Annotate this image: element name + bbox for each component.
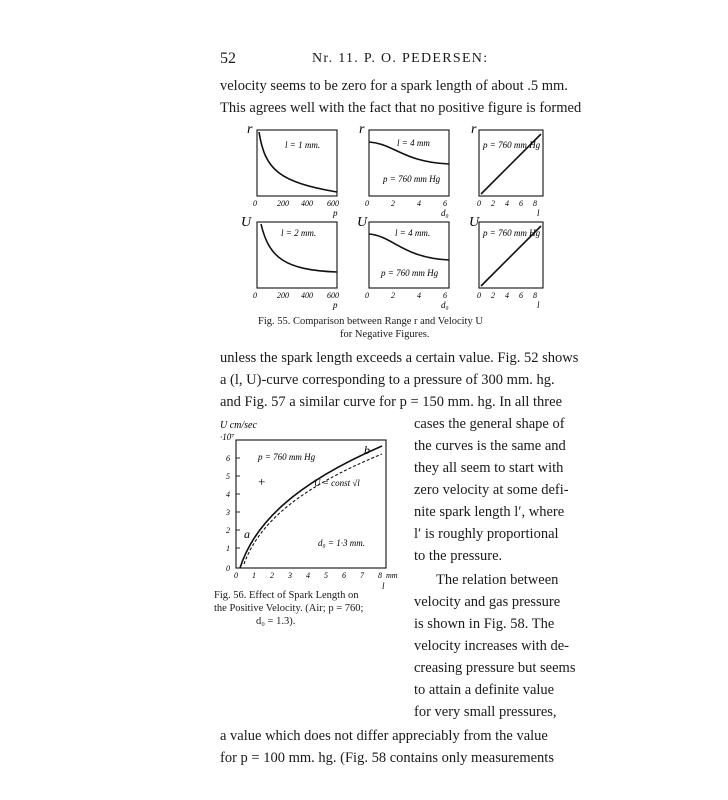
tick-label: 4 [417,291,421,300]
tick-label: 5 [324,571,328,580]
text-line: velocity seems to be zero for a spark length of about .5 mm. [220,78,568,94]
panel-x-var: d₀ [441,208,449,218]
tick-label: 3 [288,571,292,580]
tick-label: 2 [491,199,495,208]
fig55-caption-line2: for Negative Figures. [340,329,430,340]
panel-axis-letter: U [241,215,252,230]
tick-label: 4 [417,199,421,208]
tick-label: 0 [253,291,257,300]
text-line: velocity and gas pressure [414,594,561,610]
tick-label: 2 [226,526,230,535]
tick-label: 0 [477,199,481,208]
tick-label: 200 [277,291,289,300]
tick-label: 6 [443,291,447,300]
tick-label: 4 [505,199,509,208]
tick-label: 8 [533,291,537,300]
panel-x-var: p [333,208,338,218]
text-line: is shown in Fig. 58. The [414,616,555,632]
fig56-ticks [236,458,240,548]
tick-label: 1 [226,544,230,553]
tick-label: 0 [477,291,481,300]
tick-label: 6 [342,571,346,580]
panel-label: p = 760 mm Hg [483,140,541,150]
tick-label: 8 [378,571,382,580]
fig55-panel-r-p [247,122,339,218]
tick-label: 3 [226,508,230,517]
text-line: they all seem to start with [414,460,564,476]
fig56-pressure-label: p = 760 mm Hg [258,452,316,462]
text-line: zero velocity at some defi- [414,482,569,498]
running-title: Nr. 11. P. O. PEDERSEN: [312,51,489,66]
panel-x-var: l [537,208,540,218]
panel-label: p = 760 mm Hg [381,268,439,278]
tick-label: 2 [491,291,495,300]
tick-label: 4 [226,490,230,499]
page-number: 52 [220,50,236,67]
fig56-scale: ·10⁷ [220,432,235,442]
fig56-b-label: b [364,443,370,457]
text-line: This agrees well with the fact that no positive figure is formed [220,100,582,116]
tick-label: 2 [391,199,395,208]
text-line: the curves is the same and [414,438,566,454]
tick-label: 6 [226,454,230,463]
text-line: a value which does not differ appreciably from the value [220,728,548,744]
tick-label: 400 [301,199,313,208]
panel-axis-letter: r [359,122,365,137]
text-line: to attain a definite value [414,682,555,698]
fig56-plus-label: + [258,474,266,489]
tick-label: 2 [391,291,395,300]
tick-label: 2 [270,571,274,580]
tick-label: 0 [253,199,257,208]
tick-label: 5 [226,472,230,481]
fig56-ylabel: U cm/sec [220,420,257,431]
panel-label: l = 4 mm. [395,228,431,238]
panel-label: l = 4 mm [397,138,430,148]
tick-label: 8 [533,199,537,208]
tick-label: 400 [301,291,313,300]
text-line: and Fig. 57 a similar curve for p = 150 mm. hg. In all three [220,394,563,410]
panel-x-var: d₀ [441,300,449,310]
text-line: for p = 100 mm. hg. (Fig. 58 contains only measurements [220,750,554,766]
panel-label: l = 2 mm. [281,228,317,238]
text-line: for very small pressures, [414,704,557,720]
tick-label: 6 [443,199,447,208]
fig56-law-label: U = const √l [314,478,360,488]
tick-label: 7 [360,571,364,580]
tick-label: 600 [327,291,339,300]
panel-axis-letter: r [247,122,253,137]
fig56-xlabel: l [382,581,385,590]
text-line: cases the general shape of [414,416,565,432]
text-line: The relation between [436,572,559,588]
fig55-caption-line1: Fig. 55. Comparison between Range r and Velocity U [258,316,483,327]
fig55-panel-U-d0 [357,215,449,310]
tick-label: 6 [519,291,523,300]
tick-label: 0 [226,564,230,573]
fig55-panel-r-l [471,122,543,218]
tick-label: 0 [365,291,369,300]
text-line: a (l, U)-curve corresponding to a pressure of 300 mm. hg. [220,372,555,388]
fig55-panel-U-l [469,215,543,310]
tick-label: 4 [505,291,509,300]
panel-label: l = 1 mm. [285,140,321,150]
tick-label: 6 [519,199,523,208]
tick-label: 1 [252,571,256,580]
panel-label: p = 760 mm Hg [383,174,441,184]
tick-label: 600 [327,199,339,208]
text-line: creasing pressure but seems [414,660,576,676]
tick-label: 0 [234,571,238,580]
fig56-x-unit: mm [386,571,398,580]
panel-label: p = 760 mm Hg [483,228,541,238]
panel-x-var: p [333,300,338,310]
tick-label: 0 [365,199,369,208]
panel-axis-letter: r [471,122,477,137]
fig56-curve-measured [240,446,382,568]
fig55-panel-U-p [241,215,339,310]
fig56-caption-line1: Fig. 56. Effect of Spark Length on [214,590,359,601]
tick-label: 200 [277,199,289,208]
tick-label: 4 [306,571,310,580]
fig56-caption-line3: d₀ = 1.3). [256,616,296,627]
text-line: unless the spark length exceeds a certain value. Fig. 52 shows [220,350,579,366]
fig55-graphs [225,118,555,318]
fig56-caption-line2: the Positive Velocity. (Air; p = 760; [214,603,364,614]
panel-axis-letter: U [469,215,480,230]
fig55-panel-r-d0 [359,122,449,218]
panel-axis-letter: U [357,215,368,230]
text-line: l′ is roughly proportional [414,526,559,542]
fig56-d0-label: d₀ = 1·3 mm. [318,538,365,548]
text-line: to the pressure. [414,548,503,564]
fig56-graph [214,414,414,590]
text-line: nite spark length l′, where [414,504,565,520]
text-line: velocity increases with de- [414,638,570,654]
fig56-a-label: a [244,527,250,541]
panel-x-var: l [537,300,540,310]
